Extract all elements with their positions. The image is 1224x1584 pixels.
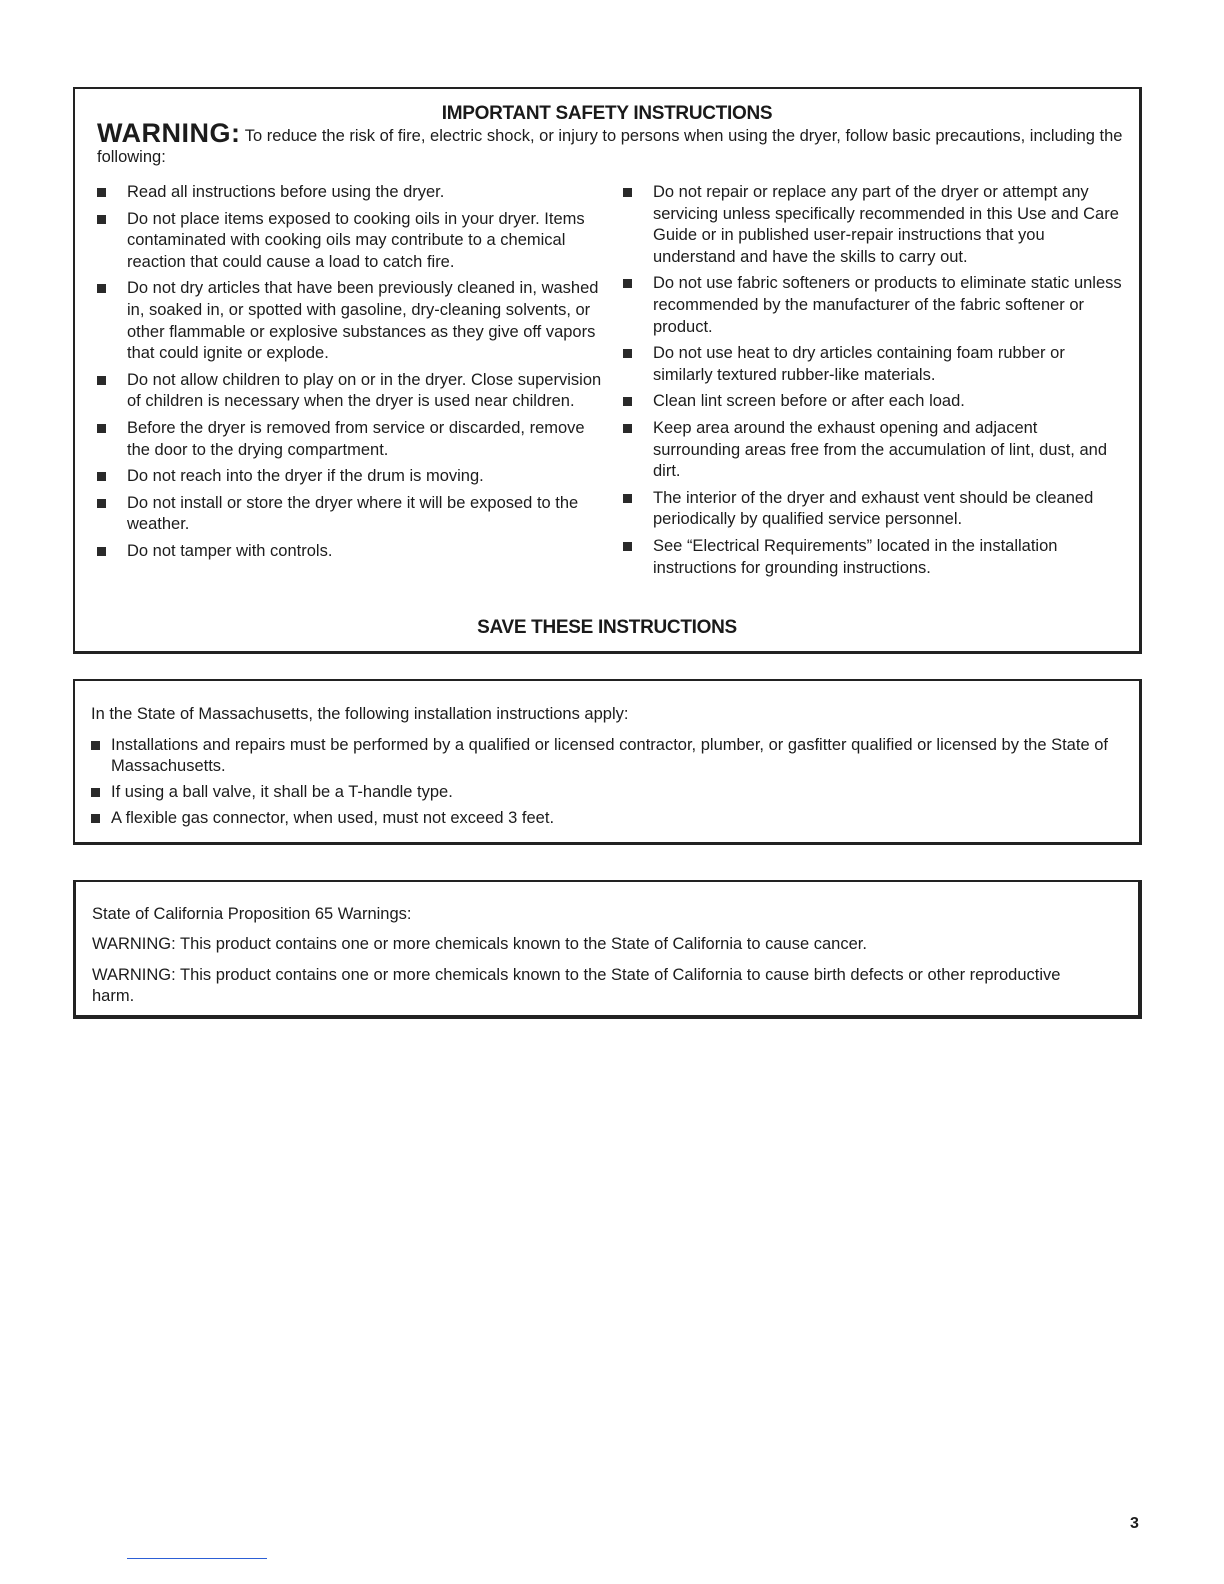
list-item <box>89 782 1119 803</box>
list-item-text: Do not dry articles that have been previously cleaned in, washed in, soaked in, or spotted with gasoline, dry-cleaning solvents, or other flammable or explosive substances as they give off vapors that could ignite or explode. <box>127 279 599 363</box>
list-item <box>623 488 1123 531</box>
list-item-text: Installations and repairs must be performed by a qualified or licensed contractor, plumber, or gasfitter qualified or licensed by the State of Massachusetts. <box>111 736 1108 775</box>
square-bullet-icon <box>97 284 106 293</box>
square-bullet-icon <box>97 499 106 508</box>
list-item <box>97 418 607 461</box>
list-item-text: The interior of the dryer and exhaust vent should be cleaned periodically by qualified service personnel. <box>653 488 1094 529</box>
page-number: 3 <box>1130 1515 1139 1532</box>
list-item <box>623 273 1123 338</box>
square-bullet-icon <box>97 215 106 224</box>
list-item <box>97 182 607 204</box>
footer-rule <box>127 1558 267 1559</box>
list-item <box>89 808 1119 829</box>
massachusetts-list <box>89 735 1119 834</box>
california-warning-cancer: WARNING: This product contains one or more chemicals known to the State of California to cause cancer. <box>92 935 867 953</box>
massachusetts-intro: In the State of Massachusetts, the following installation instructions apply: <box>91 705 629 723</box>
list-item <box>97 209 607 274</box>
right-instruction-list <box>623 182 1123 584</box>
list-item-text: A flexible gas connector, when used, must not exceed 3 feet. <box>111 809 555 827</box>
warning-paragraph <box>97 118 1127 168</box>
square-bullet-icon <box>97 424 106 433</box>
square-bullet-icon <box>97 376 106 385</box>
california-box <box>73 880 1142 1019</box>
massachusetts-box <box>73 679 1142 845</box>
list-item-text: Keep area around the exhaust opening and adjacent surrounding areas free from the accumulation of lint, dust, and dirt. <box>653 418 1107 481</box>
list-item-text: Do not use heat to dry articles containing foam rubber or similarly textured rubber-like materials. <box>653 344 1065 384</box>
square-bullet-icon <box>623 188 632 197</box>
list-item <box>97 278 607 364</box>
left-instruction-list <box>97 182 607 568</box>
square-bullet-icon <box>623 494 632 503</box>
list-item <box>97 370 607 413</box>
list-item-text: Before the dryer is removed from service or discarded, remove the door to the drying compartment. <box>127 418 585 459</box>
square-bullet-icon <box>97 472 106 481</box>
list-item <box>623 182 1123 268</box>
list-item-text: Do not allow children to play on or in the dryer. Close supervision of children is necessary when the dryer is used near children. <box>127 370 602 411</box>
list-item <box>623 418 1123 483</box>
square-bullet-icon <box>91 741 100 750</box>
list-item <box>623 391 1123 413</box>
square-bullet-icon <box>623 424 632 433</box>
california-warning-birth-defects: WARNING: This product contains one or more chemicals known to the State of California to cause birth defects or other reproductive harm. <box>92 966 1061 1005</box>
square-bullet-icon <box>623 349 632 358</box>
warning-label: WARNING: <box>97 118 241 148</box>
list-item <box>97 466 607 488</box>
list-item-text: Do not repair or replace any part of the dryer or attempt any servicing unless specifically recommended in this Use and Care Guide or in published user-repair instructions that you understand and have the skills to carry out. <box>653 183 1119 266</box>
square-bullet-icon <box>97 547 106 556</box>
square-bullet-icon <box>91 788 100 797</box>
list-item <box>97 541 607 563</box>
square-bullet-icon <box>97 188 106 197</box>
list-item-text: See “Electrical Requirements” located in the installation instructions for grounding instructions. <box>653 536 1058 577</box>
list-item-text: Do not tamper with controls. <box>127 541 333 560</box>
square-bullet-icon <box>623 279 632 288</box>
list-item-text: Clean lint screen before or after each load. <box>653 392 965 411</box>
square-bullet-icon <box>623 397 632 406</box>
list-item <box>623 536 1123 579</box>
list-item-text: Do not use fabric softeners or products to eliminate static unless recommended by the manufacturer of the fabric softener or product. <box>653 274 1122 336</box>
list-item-text: Do not install or store the dryer where it will be exposed to the weather. <box>127 493 579 534</box>
list-item-text: Do not place items exposed to cooking oils in your dryer. Items contaminated with cooking oils may contribute to a chemical reaction that could cause a load to catch fire. <box>127 209 585 271</box>
list-item <box>623 343 1123 386</box>
square-bullet-icon <box>91 814 100 823</box>
california-title: State of California Proposition 65 Warnings: <box>92 905 412 923</box>
safety-title: IMPORTANT SAFETY INSTRUCTIONS <box>441 103 773 124</box>
list-item-text: Read all instructions before using the dryer. <box>127 183 445 201</box>
list-item <box>97 493 607 536</box>
warning-text: To reduce the risk of fire, electric shock, or injury to persons when using the dryer, follow basic precautions, including the following: <box>97 127 1123 166</box>
square-bullet-icon <box>623 542 632 551</box>
safety-instructions-box <box>73 87 1142 654</box>
list-item-text: If using a ball valve, it shall be a T-handle type. <box>111 783 453 801</box>
save-instructions-title: SAVE THESE INSTRUCTIONS <box>477 617 737 638</box>
list-item <box>89 735 1119 777</box>
list-item-text: Do not reach into the dryer if the drum is moving. <box>127 467 484 486</box>
